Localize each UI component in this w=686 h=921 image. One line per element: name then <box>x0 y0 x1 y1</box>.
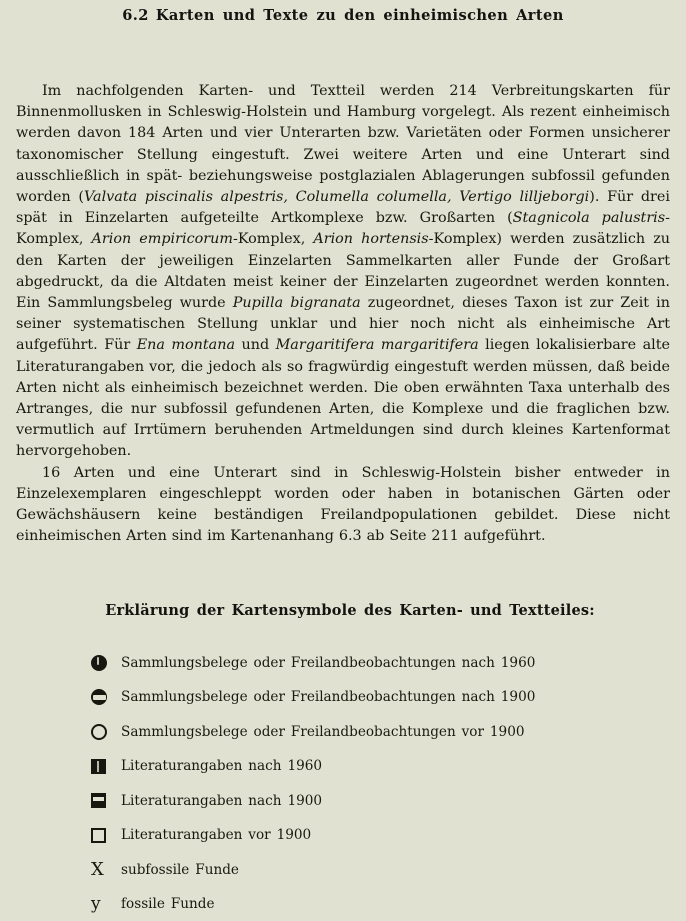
x-glyph-icon <box>88 858 118 880</box>
body-text <box>16 81 670 547</box>
legend-item-label: Literaturangaben vor 1900 <box>121 827 312 844</box>
legend-item <box>88 887 686 921</box>
para1-species-1: Valvata piscinalis alpestris, Columella columella, Vertigo lilljeborgi <box>84 189 590 206</box>
legend-item <box>88 749 686 784</box>
half-filled-circle-icon <box>88 689 118 705</box>
legend-item <box>88 714 686 749</box>
legend-item-label: Sammlungsbelege oder Freilandbeobachtungen nach 1900 <box>121 689 536 706</box>
paragraph-1 <box>16 81 670 463</box>
legend-item-label: Literaturangaben nach 1960 <box>121 758 323 775</box>
x-glyph-char: X <box>91 858 104 880</box>
map-symbol-legend <box>0 602 686 921</box>
para1-seg7: und <box>235 337 276 354</box>
para1-species-5: Pupilla bigranata <box>232 295 361 312</box>
open-circle-icon <box>88 724 118 740</box>
legend-item <box>88 645 686 680</box>
para1-seg5: -Komplex) werden zusätzlich zu den Karten der jeweiligen Einzelarten Sammelkarten aller Funde der Großart abgedruckt, da die Altdaten meist keiner der Einzelarten zugeordnet werden konnten. Ein Sammlungsbeleg wurde <box>16 231 670 312</box>
legend-item <box>88 680 686 715</box>
page-title <box>0 0 686 25</box>
para1-seg3: -Komplex, <box>16 210 670 248</box>
y-glyph-icon <box>88 894 118 915</box>
para1-species-7: Margaritifera margaritifera <box>275 337 479 354</box>
open-square-icon <box>88 828 118 843</box>
section-number: 6.2 <box>122 7 149 24</box>
para1-seg6: zugeordnet, dieses Taxon ist zur Zeit in seiner systematischen Stellung unklar und hier noch nicht als einheimische Art aufgeführt. Für <box>16 295 670 354</box>
para1-seg1: Im nachfolgenden Karten- und Textteil werden 214 Verbreitungskarten für Binnenmollusken in Schleswig-Holstein und Hamburg vorgelegt. Als rezent einheimisch werden davon 184 Arten und vier Unterarten bzw. Varietäten oder Formen unsicherer taxonomischer Stellung eingestuft. Zwei weitere Arten und eine Unterart sind ausschließlich in spät- beziehungsweise postglazialen Ablagerungen subfossil gefunden worden ( <box>16 83 670 206</box>
y-glyph-char: y <box>91 894 101 915</box>
legend-item-label: Sammlungsbelege oder Freilandbeobachtungen vor 1900 <box>121 723 525 740</box>
legend-item-label: fossile Funde <box>121 896 215 913</box>
para1-seg2: ). Für drei spät in Einzelarten aufgeteilte Artkomplexe bzw. Großarten ( <box>16 189 670 227</box>
para1-seg8: liegen lokalisierbare alte Literaturangaben vor, die jedoch als so fragwürdig eingestuft werden müssen, daß beide Arten nicht als einheimisch bezeichnet werden. Die oben erwähnten Taxa unterhalb des Artranges, die nur subfossil gefundenen Arten, die Komplexe und die fraglichen bzw. vermutlich auf Irrtümern beruhenden Artmeldungen sind durch kleines Kartenformat hervorgehoben. <box>16 337 670 460</box>
para1-species-2: Stagnicola palustris <box>512 210 666 227</box>
legend-item-label: subfossile Funde <box>121 861 239 878</box>
half-filled-square-icon <box>88 793 118 808</box>
legend-item <box>88 783 686 818</box>
paragraph-2: 16 Arten und eine Unterart sind in Schleswig-Holstein bisher entweder in Einzelexemplaren eingeschleppt worden oder haben in botanischen Gärten oder Gewächshäusern keine beständigen Freilandpopulationen gebildet. Diese nicht einheimischen Arten sind im Kartenanhang 6.3 ab Seite 211 aufgeführt. <box>16 464 670 545</box>
legend-item <box>88 852 686 887</box>
legend-rows <box>0 645 686 921</box>
legend-item-label: Literaturangaben nach 1900 <box>121 792 323 809</box>
legend-item <box>88 818 686 853</box>
para1-species-6: Ena montana <box>136 337 236 354</box>
para1-seg4: -Komplex, <box>232 231 314 248</box>
legend-item-label: Sammlungsbelege oder Freilandbeobachtungen nach 1960 <box>121 654 536 671</box>
section-heading-text: Karten und Texte zu den einheimischen Arten <box>155 7 564 24</box>
para1-species-4: Arion hortensis <box>313 231 429 248</box>
filled-circle-icon <box>88 655 118 671</box>
legend-title: Erklärung der Kartensymbole des Karten- und Textteiles: <box>105 602 595 620</box>
filled-square-icon <box>88 759 118 774</box>
para1-species-3: Arion empiricorum <box>91 231 233 248</box>
